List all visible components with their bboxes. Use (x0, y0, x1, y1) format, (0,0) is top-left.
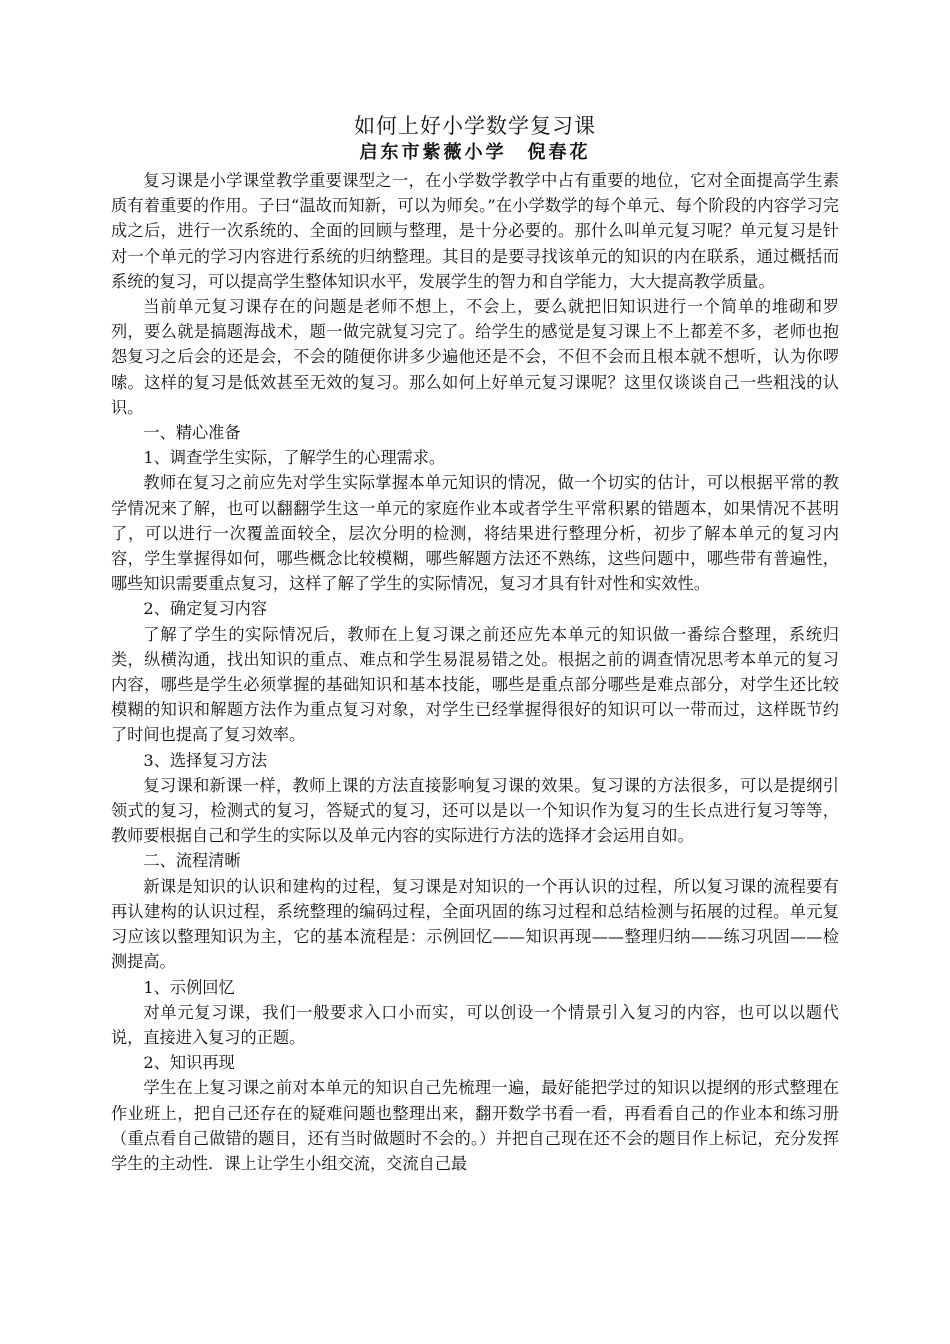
paragraph-method: 复习课和新课一样，教师上课的方法直接影响复习课的效果。复习课的方法很多，可以是提纲引领式的复习，检测式的复习，答疑式的复习，还可以是以一个知识作为复习的生长点进行复习等等，教师要根据自己和学生的实际以及单元内容的实际进行方法的选择才会运用自如。 (111, 775, 839, 846)
document-page (111, 112, 839, 1176)
subheading-recall: 1、示例回忆 (143, 977, 235, 997)
paragraph-survey: 教师在复习之前应先对学生实际掌握本单元知识的情况，做一个切实的估计，可以根据平常的教学情况来了解，也可以翻翻学生这一单元的家庭作业本或者学生平常积累的错题本，如果情况不甚明了，可以进行一次覆盖面较全，层次分明的检测，将结果进行整理分析，初步了解本单元的复习内容，学生掌握得如何，哪些概念比较模糊，哪些解题方法还不熟练，这些问题中，哪些带有普遍性，哪些知识需要重点复习，这样了解了学生的实际情况，复习才具有针对性和实效性。 (111, 473, 839, 594)
document-title: 如何上好小学数学复习课 (354, 114, 596, 138)
subheading-reproduce: 2、知识再现 (143, 1053, 235, 1073)
paragraph-intro: 复习课是小学课堂教学重要课型之一，在小学数学教学中占有重要的地位，它对全面提高学生素质有着重要的作用。子曰“温故而知新，可以为师矣。”在小学数学的每个单元、每个阶段的内容学习完成之后，进行一次系统的、全面的回顾与整理，是十分必要的。那什么叫单元复习呢？单元复习是针对一个单元的学习内容进行系统的归纳整理。其目的是要寻找该单元的知识的内在联系，通过概括而系统的复习，可以提高学生整体知识水平，发展学生的智力和自学能力，大大提高教学质量。 (111, 171, 839, 291)
section-heading-process: 二、流程清晰 (143, 851, 241, 871)
subheading-method: 3、选择复习方法 (143, 750, 268, 770)
paragraph-recall: 对单元复习课，我们一般要求入口小而实，可以创设一个情景引入复习的内容，也可以以题代说，直接进入复习的正题。 (111, 1002, 839, 1047)
paragraph-reproduce: 学生在上复习课之前对本单元的知识自己先梳理一遍，最好能把学过的知识以提纲的形式整理在作业班上，把自己还存在的疑难问题也整理出来，翻开数学书看一看，再看看自己的作业本和练习册（重点看自己做错的题目，还有当时做题时不会的。）并把自己现在还不会的题目作上标记，充分发挥学生的主动性．课上让学生小组交流，交流自己最 (111, 1078, 839, 1173)
section-heading-preparation: 一、精心准备 (143, 423, 241, 443)
paragraph-problems: 当前单元复习课存在的问题是老师不想上，不会上，要么就把旧知识进行一个简单的堆砌和罗列，要么就是搞题海战术，题一做完就复习完了。给学生的感觉是复习课上不上都差不多，老师也抱怨复习之后会的还是会，不会的随便你讲多少遍他还是不会，不但不会而且根本就不想听，认为你啰嗦。这样的复习是低效甚至无效的复习。那么如何上好单元复习课呢？这里仅谈谈自己一些粗浅的认识。 (111, 297, 839, 417)
document-author: 启东市紫薇小学 倪春花 (359, 142, 591, 163)
subheading-content: 2、确定复习内容 (143, 599, 268, 619)
paragraph-process: 新课是知识的认识和建构的过程，复习课是对知识的一个再认识的过程，所以复习课的流程要有再认建构的认识过程，系统整理的编码过程，全面巩固的练习过程和总结检测与拓展的过程。单元复习应该以整理知识为主，它的基本流程是：示例回忆——知识再现——整理归纳——练习巩固——检测提高。 (111, 876, 839, 972)
paragraph-content: 了解了学生的实际情况后，教师在上复习课之前还应先本单元的知识做一番综合整理，系统归类，纵横沟通，找出知识的重点、难点和学生易混易错之处。根据之前的调查情况思考本单元的复习内容，哪些是学生必须掌握的基础知识和基本技能，哪些是重点部分哪些是难点部分，对学生还比较模糊的知识和解题方法作为重点复习对象，对学生已经掌握得很好的知识可以一带而过，这样既节约了时间也提高了复习效率。 (111, 624, 839, 745)
subheading-survey: 1、调查学生实际，了解学生的心理需求。 (143, 448, 446, 468)
